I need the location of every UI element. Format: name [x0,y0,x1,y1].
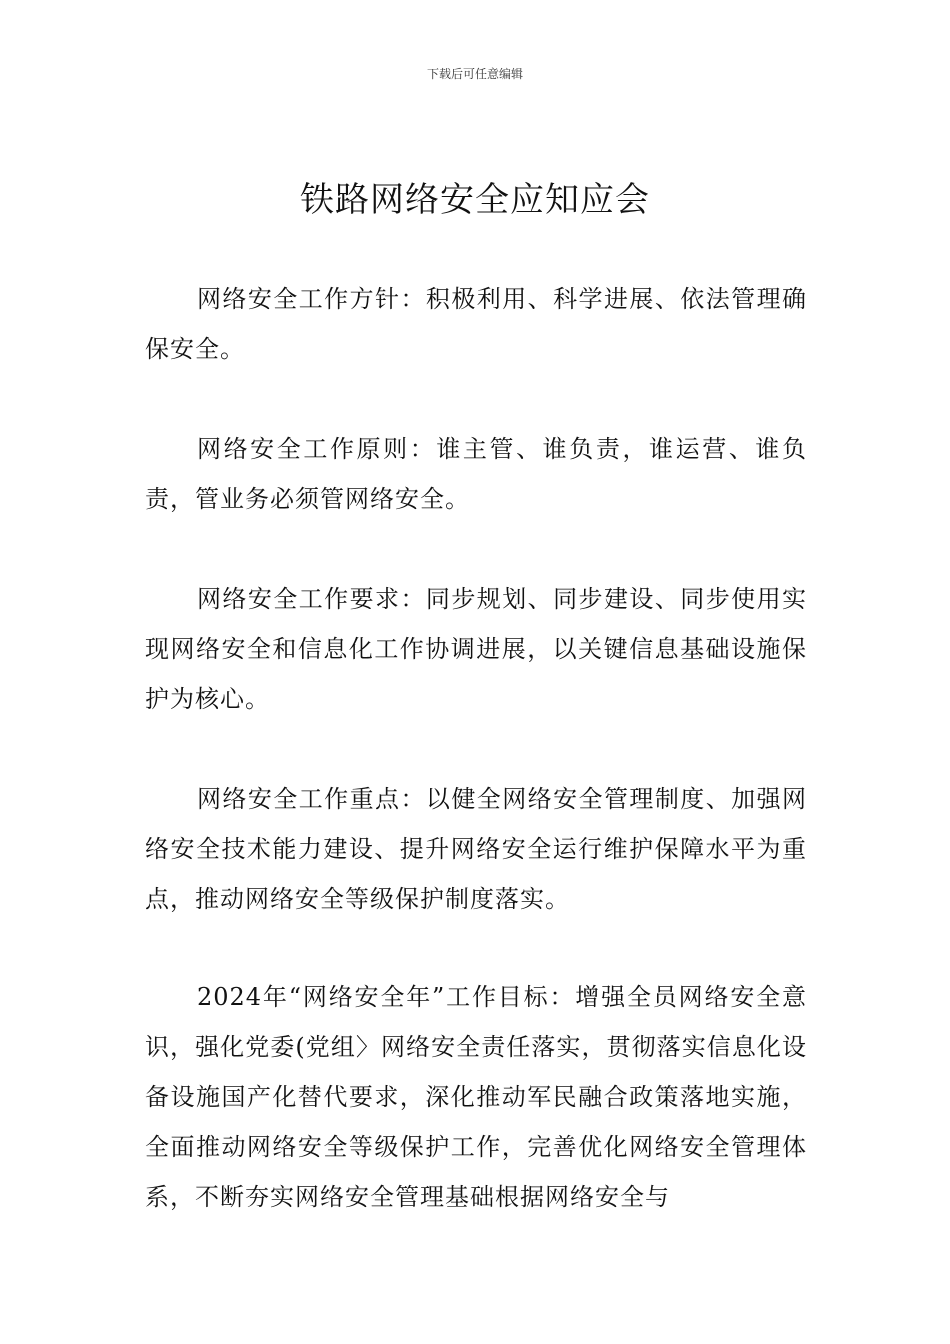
paragraph-requirements: 网络安全工作要求：同步规划、同步建设、同步使用实现网络安全和信息化工作协调进展，以关键信息基础设施保护为核心。 [145,585,807,713]
document-title: 铁路网络安全应知应会 [300,180,650,220]
paragraph-policy: 网络安全工作方针：积极利用、科学进展、依法管理确保安全。 [145,285,807,363]
paragraph-focus: 网络安全工作重点：以健全网络安全管理制度、加强网络安全技术能力建设、提升网络安全运行维护保障水平为重点，推动网络安全等级保护制度落实。 [145,785,807,913]
header-note: 下载后可任意编辑 [426,67,523,81]
paragraph-annual-goals: 2024年“网络安全年”工作目标：增强全员网络安全意识，强化党委(党组〉网络安全责任落实，贯彻落实信息化设备设施国产化替代要求，深化推动军民融合政策落地实施，全面推动网络安全等级保护工作，完善优化网络安全管理体系，不断夯实网络安全管理基础根据网络安全与 [145,983,807,1211]
paragraph-principle: 网络安全工作原则：谁主管、谁负责，谁运营、谁负责，管业务必须管网络安全。 [145,435,807,513]
